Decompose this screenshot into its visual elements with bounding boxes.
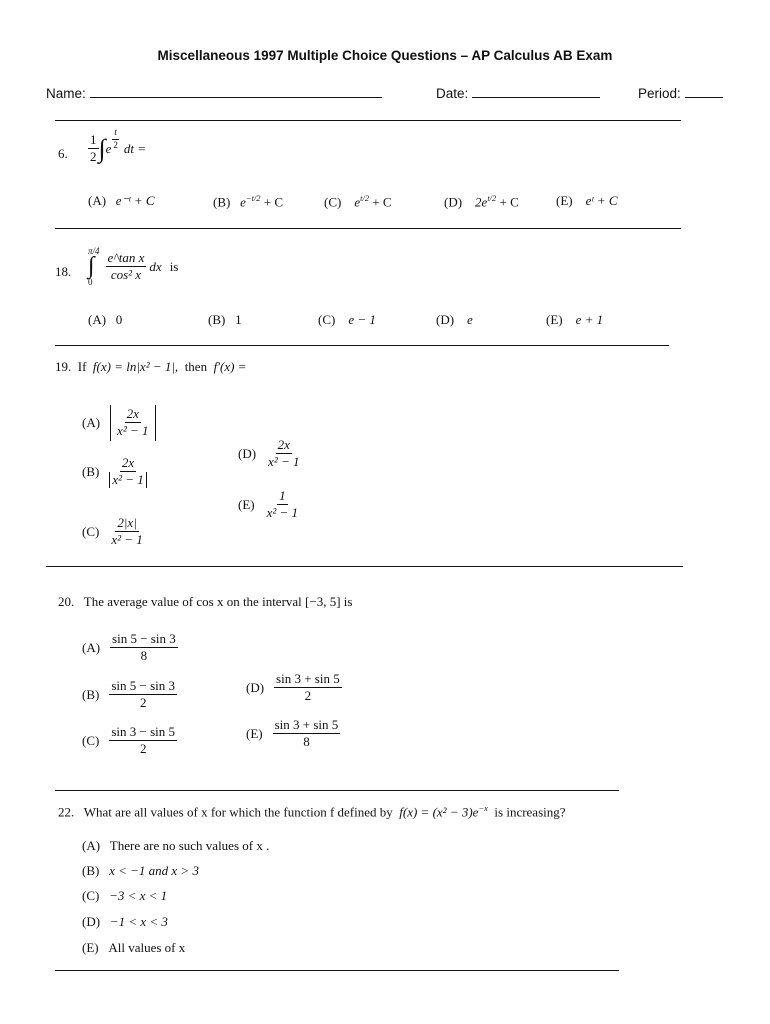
date-label: Date: — [436, 86, 469, 101]
q6-exponent: $\frac{t}{2}$ — [113, 127, 118, 151]
q18-choice-b[interactable]: (B) 1 — [208, 312, 242, 327]
q20-choice-b[interactable]: (B) $\frac{\sin 5 - \sin 3}{2}$ — [82, 678, 176, 711]
date-field[interactable] — [436, 84, 600, 101]
q22-choice-b[interactable]: (B) x < −1 and x > 3 — [82, 863, 199, 878]
name-label: Name: — [46, 86, 86, 101]
divider — [55, 790, 619, 791]
name-field[interactable] — [46, 84, 382, 101]
q6-choice-d[interactable]: (D) $2e^{t/2} + C$ — [444, 193, 519, 210]
page-title: Miscellaneous 1997 Multiple Choice Questions – AP Calculus AB Exam — [157, 48, 613, 63]
q18-integrand: $\frac{\text{e\textasciicircum{}tan x}}{\text{cos² x}}$ — [107, 250, 145, 283]
divider — [55, 345, 669, 346]
q18-choice-e[interactable]: (E) e + 1 — [546, 312, 604, 327]
q22-stem: 22. What are all values of x for which the function f defined by $f(x) = (x^2 - 3)e^{-x}$ is increasing? — [58, 803, 566, 820]
q20-choice-e[interactable]: (E) $\frac{\sin 3 + \sin 5}{8}$ — [246, 717, 339, 750]
integral-sign: ∫ — [98, 133, 106, 163]
q18-choice-c[interactable]: (C) e − 1 — [318, 312, 376, 327]
period-label: Period: — [638, 86, 681, 101]
q6-choice-e[interactable]: (E) eᵗ + C — [556, 193, 618, 208]
q20-choice-a[interactable]: (A) $\frac{\sin 5 - \sin 3}{8}$ — [82, 631, 176, 664]
q6-choice-b[interactable]: (B) $e^{-t/2} + C$ — [213, 193, 283, 210]
q22-choice-a[interactable]: (A) There are no such values of x . — [82, 838, 270, 853]
q6-choice-a[interactable]: (A) e⁻ᵗ + C — [88, 193, 155, 208]
q19-choice-b[interactable]: (B) $\frac{2x}{\text{x² − 1}}$ — [82, 456, 147, 488]
divider — [46, 566, 683, 567]
q6-number: 6. — [58, 146, 68, 161]
q18-stem: π/4 ∫ 0 $\frac{\text{e\textasciicircum{}tan x}}{\text{cos² x}}$ dx is — [88, 246, 179, 287]
period-blank[interactable] — [685, 84, 723, 98]
period-field[interactable] — [638, 84, 723, 101]
q22-choice-c[interactable]: (C) −3 < x < 1 — [82, 888, 168, 903]
q6-stem: $\frac{1}{2}$ ∫ e $\frac{t}{2}$ dt = — [90, 127, 147, 165]
q22-choice-d[interactable]: (D) −1 < x < 3 — [82, 914, 168, 929]
q19-choice-c[interactable]: (C) $\frac{2|x|}{\text{x² − 1}}$ — [82, 515, 143, 548]
q19-choice-e[interactable]: (E) $\frac{1}{\text{x² − 1}}$ — [238, 488, 299, 521]
q18-choice-d[interactable]: (D) e — [436, 312, 473, 327]
q6-choice-c[interactable]: (C) $e^{t/2} + C$ — [324, 193, 392, 210]
q22-choice-e[interactable]: (E) All values of x — [82, 940, 186, 955]
q6-half: $\frac{1}{2}$ — [90, 132, 97, 165]
q19-choice-d[interactable]: (D) $\frac{2x}{\text{x² − 1}}$ — [238, 437, 300, 470]
q18-choice-a[interactable]: (A) 0 — [88, 312, 123, 327]
date-blank[interactable] — [472, 84, 600, 98]
q18-number: 18. — [55, 264, 72, 279]
divider — [55, 228, 681, 229]
q20-stem: 20. The average value of cos x on the interval [−3, 5] is — [58, 594, 353, 609]
q19-choice-a[interactable]: (A) $\frac{2x}{\text{x² − 1}}$ — [82, 405, 156, 441]
divider — [55, 120, 681, 121]
name-blank[interactable] — [90, 84, 382, 98]
q20-choice-c[interactable]: (C) $\frac{\sin 3 - \sin 5}{2}$ — [82, 724, 176, 757]
q19-stem: 19. If f(x) = ln|x² − 1|, then f′(x) = — [55, 359, 247, 374]
q20-choice-d[interactable]: (D) $\frac{\sin 3 + \sin 5}{2}$ — [246, 671, 340, 704]
divider — [55, 970, 619, 971]
q18-limits: π/4 ∫ 0 — [88, 246, 100, 287]
